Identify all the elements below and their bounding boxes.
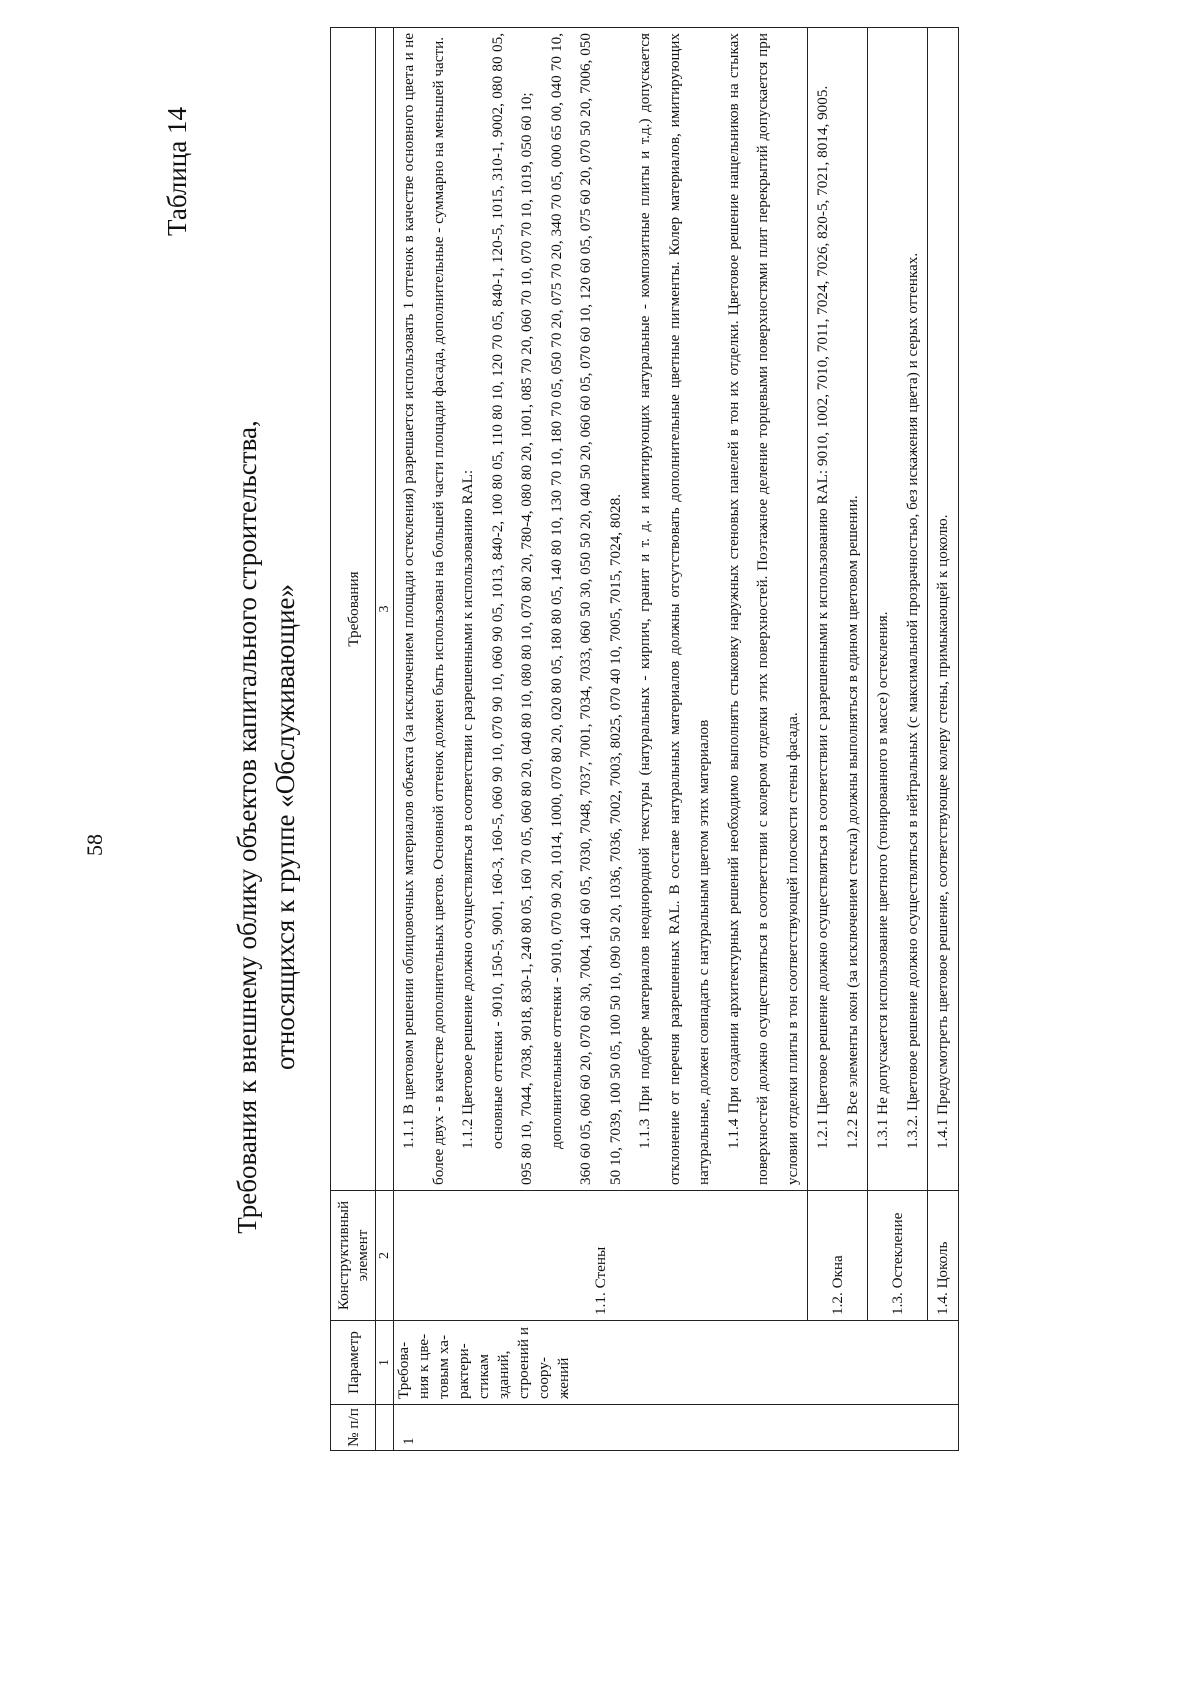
requirement-paragraph: 1.3.2. Цветовое решение должно осуществляться в нейтральных (с максимальной прозрачностью, без искажения цвета) и серых оттенках. [903, 252, 921, 1149]
requirement-paragraph: 1.2.1 Цветовое решение должно осуществляться в соответствии с разрешенными к использованию RAL: 9010, 1002, 7010, 7011, 7024, 7026, 820-5, 7021, 8014, 9005. [814, 85, 831, 1149]
requirement-paragraph: 1.1.1 В цветовом решении облицовочных материалов объекта (за исключением площади остекления) разрешается использовать 1 оттенок в качестве основного цвета и не более двух - в качестве дополнительных цветов. Основной оттенок должен быть использован на большей части площади фасада, дополнительные - суммарно на меньшей части. [400, 33, 447, 1185]
requirements-glazing [868, 28, 928, 1191]
column-number-2: 2 [376, 1191, 394, 1321]
requirement-paragraph: 1.1.2 Цветовое решение должно осуществляться в соответствии с разрешенными к использованию RAL: [459, 469, 476, 1149]
page-number: 58 [82, 834, 107, 856]
title-line-1: Требования к внешнему облику объектов капитального строительства, [232, 420, 262, 1234]
header-requirements: Требования [331, 28, 376, 1191]
requirement-paragraph: 1.1.4 При создании архитектурных решений необходимо выполнять стыковку наружных стеновых панелей в тон их отделки. Цветовое решение нащельников на стыках поверхностей должно осуществляться в соответствии с колером отделки этих поверхностей. Поэтажное деление торцевыми поверхностями плит перекрытий допускается при условии отделки плиты в тон соответствующей плоскости стены фасада. [724, 33, 801, 1185]
requirement-paragraph: 1.2.2 Все элементы окон (за исключением стекла) должны выполняться в едином цветовом решении. [843, 495, 861, 1149]
element-plinth: 1.4. Цоколь [928, 1191, 959, 1321]
requirement-paragraph: 1.4.1 Предусмотреть цветовое решение, соответствующее колеру стены, примыкающей к цоколю. [934, 514, 951, 1149]
requirements-walls [394, 28, 808, 1191]
requirements-plinth [928, 28, 959, 1191]
element-glazing: 1.3. Остекление [868, 1191, 928, 1321]
header-param: Параметр [331, 1321, 376, 1405]
column-number-1: 1 [376, 1321, 394, 1405]
title-line-2: относящихся к группе «Обслуживающие» [270, 584, 300, 1071]
parameter-cell: Требова-ния к цве-товым ха-рактери-стикам зданий, строений и соору-жений [394, 1321, 959, 1405]
column-number-3: 3 [376, 28, 394, 1191]
header-element: Конструктивный элемент [331, 1191, 376, 1321]
element-windows: 1.2. Окна [808, 1191, 868, 1321]
requirement-paragraph: основные оттенки - 9010, 150-5, 9001, 160-3, 160-5, 060 90 10, 070 90 10, 060 90 05, 1013, 840-2, 100 80 05, 110 80 10, 120 70 05, 840-1, 120-5, 1015, 310-1, 9002, 080 80 05, 095 80 10, 7044, 7038, 9018, 830-1, 240 80 05, 160 70 05, 060 80 20, 040 80 10, 080 80 10, 070 80 20, 780-4, 080 80 20, 1001, 085 70 20, 060 70 10, 070 70 10, 1019, 050 60 10; [488, 33, 535, 1185]
requirements-table [330, 27, 959, 1451]
requirement-paragraph: дополнительные оттенки - 9010, 070 90 20, 1014, 1000, 070 80 20, 020 80 05, 180 80 05, 140 80 10, 130 70 10, 180 70 05, 050 70 20, 075 70 20, 340 70 05, 000 65 00, 040 70 10, 360 60 05, 060 60 20, 070 60 30, 7004, 140 60 05, 7030, 7048, 7037, 7001, 7034, 7033, 060 50 30, 050 50 20, 040 50 20, 060 60 05, 070 60 10, 120 60 05, 075 60 20, 070 50 20, 7006, 050 50 10, 7039, 100 50 05, 100 50 10, 090 50 20, 1036, 7036, 7002, 7003, 8025, 070 40 10, 7005, 7015, 7024, 8028. [547, 33, 624, 1185]
table-label: Таблица 14 [162, 107, 192, 236]
requirement-paragraph: 1.1.3 При подборе материалов неоднородной текстуры (натуральных - кирпич, гранит и т. д. и имитирующих натуральные - композитные плиты и т.д.) допускается отклонение от перечня разрешенных RAL. В составе натуральных материалов должны отсутствовать дополнительные цветные пигменты. Колер материалов, имитирующих натуральные, должен совпадать с натуральным цветом этих материалов [636, 33, 712, 1185]
header-num: № п/п [331, 1405, 376, 1451]
row-number: 1 [394, 1405, 959, 1451]
document-title [228, 177, 304, 1477]
column-number-blank [376, 1405, 394, 1451]
requirement-paragraph: 1.3.1 Не допускается использование цветного (тонированного в массе) остекления. [874, 611, 891, 1149]
requirements-windows [808, 28, 868, 1191]
element-walls: 1.1. Стены [394, 1191, 808, 1321]
